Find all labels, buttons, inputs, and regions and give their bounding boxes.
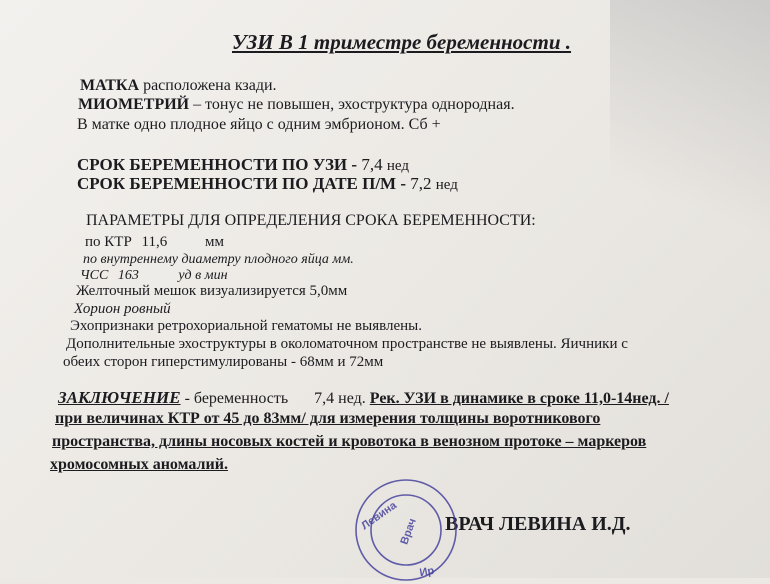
ktr-line: [85, 234, 224, 251]
conclusion-value: 7,4 нед.: [314, 390, 366, 407]
term-us-unit: нед: [386, 158, 409, 174]
term-date-label: СРОК БЕРЕМЕННОСТИ ПО ДАТЕ П/М -: [77, 174, 407, 193]
yolk-sac-text: Желточный мешок визуализируется 5,0мм: [76, 283, 348, 299]
recommendation-1: Рек. УЗИ в динамике в сроке 11,0-14нед. /: [369, 390, 669, 407]
doctor-signature-line: ВРАЧ ЛЕВИНА И.Д.: [445, 513, 631, 535]
hr-unit: уд в мин: [178, 268, 228, 283]
document-title: УЗИ В 1 триместре беременности .: [232, 30, 572, 54]
stamp-text-3: Врач: [398, 516, 419, 547]
hr-label: ЧСС: [80, 268, 109, 283]
term-us-label: СРОК БЕРЕМЕННОСТИ ПО УЗИ -: [77, 155, 358, 174]
stamp-text-2: Ир: [418, 564, 436, 580]
ktr-unit: мм: [205, 234, 224, 250]
extra-line-1: Дополнительные эхоструктуры в околоматочном пространстве не выявлены. Яичники с: [66, 336, 628, 352]
conclusion-text: - беременность: [184, 390, 289, 407]
myometrium-line: [78, 96, 515, 114]
term-us-value: 7,4: [361, 155, 383, 174]
ovum-line: В матке одно плодное яйцо с одним эмбрионом. Сб +: [77, 116, 441, 133]
params-heading: ПАРАМЕТРЫ ДЛЯ ОПРЕДЕЛЕНИЯ СРОКА БЕРЕМЕННОСТИ:: [86, 212, 536, 229]
ktr-label: по КТР: [85, 234, 132, 250]
conclusion-label: ЗАКЛЮЧЕНИЕ: [58, 388, 181, 407]
uterus-line: [80, 77, 277, 95]
yolk-sac-line: [76, 283, 347, 300]
recommendation-2: при величинах КТР от 45 до 83мм/ для измерения толщины воротникового: [55, 410, 601, 427]
term-date-line: [77, 174, 458, 194]
uterus-label: МАТКА: [80, 77, 140, 94]
ktr-value: 11,6: [141, 234, 168, 250]
paper-shadow: [610, 0, 770, 280]
term-us-line: [77, 155, 409, 175]
doctor-stamp: [352, 476, 460, 584]
term-date-unit: нед: [435, 177, 458, 193]
myometrium-label: МИОМЕТРИЙ: [78, 96, 190, 113]
extra-line-2: обеих сторон гиперстимулированы - 68мм и 72мм: [63, 354, 384, 370]
hematoma-line: Эхопризнаки ретрохориальной гематомы не выявлены.: [70, 318, 423, 334]
recommendation-4: хромосомных аномалий.: [50, 456, 228, 473]
uterus-text: расположена кзади.: [143, 77, 277, 94]
recommendation-3: пространства, длины носовых костей и кровотока в венозном протоке – маркеров: [52, 433, 647, 450]
myometrium-text: – тонус не повышен, эхоструктура однородная.: [193, 96, 515, 113]
stamp-text-1: Левина: [359, 499, 399, 533]
chorion-line: Хорион ровный: [74, 301, 171, 317]
hr-value: 163: [117, 268, 139, 283]
conclusion-line-1: [58, 388, 669, 408]
hr-line: [80, 268, 228, 284]
term-date-value: 7,2: [410, 174, 432, 193]
internal-diameter-line: по внутреннему диаметру плодного яйца мм.: [83, 252, 354, 267]
